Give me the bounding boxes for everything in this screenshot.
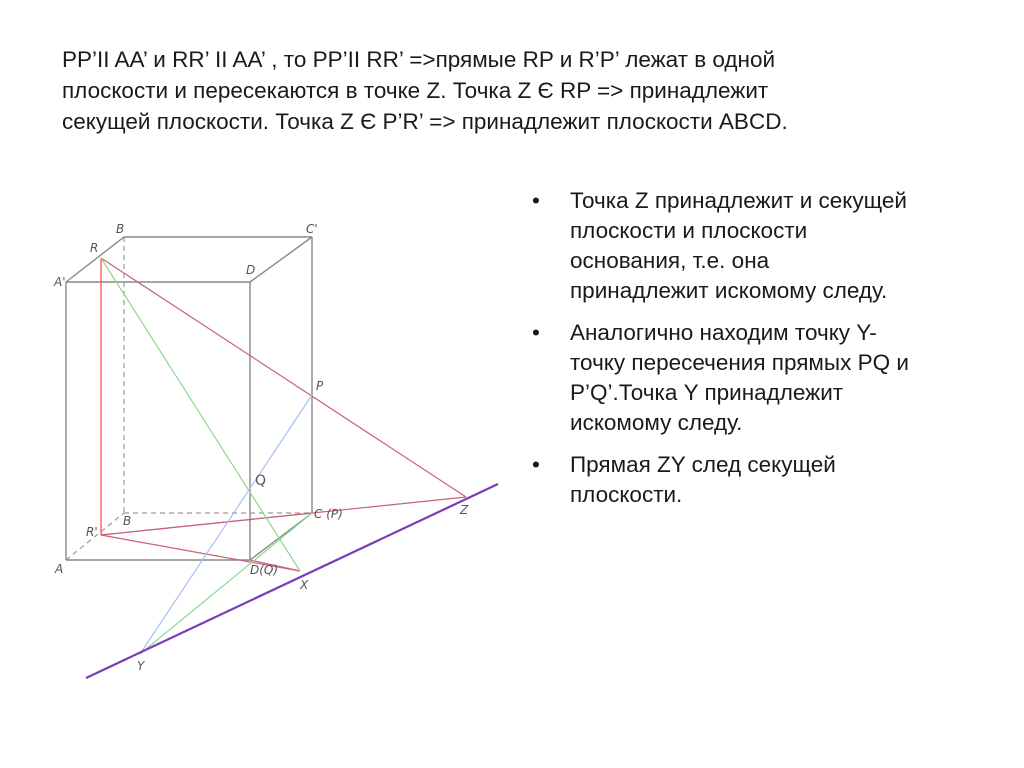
bullet-item-1: [532, 186, 972, 306]
label-A-top: A': [54, 275, 66, 289]
bullet-2-line-4: искомому следу.: [570, 410, 743, 435]
label-D-top: D: [246, 263, 256, 277]
bullet-item-3: [532, 450, 972, 510]
label-Y: Y: [137, 659, 145, 673]
bullet-2-line-2: точку пересечения прямых PQ и: [570, 350, 909, 375]
bullet-list: [532, 186, 972, 522]
line-RpC-pink: [101, 513, 312, 535]
bullet-marker: •: [532, 452, 540, 477]
edge-top-right: [250, 237, 312, 282]
label-D-bottom: D(Q): [250, 563, 279, 577]
bullet-3-line-2: плоскости.: [570, 482, 683, 507]
label-A-bottom: A: [55, 562, 64, 576]
intro-line-1: PP’II AA’ и RR’ II AA’ , то PP’II RR’ =>прямые RP и R’P’ лежат в одной: [62, 47, 776, 72]
label-Z: Z: [460, 503, 469, 517]
label-R: R: [90, 241, 99, 255]
label-C-bottom: C (P): [314, 507, 343, 521]
label-R-bottom: R': [86, 525, 98, 539]
intro-line-2: плоскости и пересекаются в точке Z. Точка Z Є RP => принадлежит: [62, 78, 769, 103]
bullet-1-line-4: принадлежит искомому следу.: [570, 278, 888, 303]
bullet-marker: •: [532, 320, 540, 345]
line-RZ-pink: [101, 258, 466, 497]
bullet-2-line-3: P’Q’.Точка Y принадлежит: [570, 380, 844, 405]
bullet-1-line-1: Точка Z принадлежит и секущей: [570, 188, 907, 213]
intro-line-3: секущей плоскости. Точка Z Є P’R’ => принадлежит плоскости ABCD.: [62, 109, 788, 134]
bullet-marker: •: [532, 188, 540, 213]
label-B-top: B: [116, 222, 125, 236]
bullet-3-line-1: Прямая ZY след секущей: [570, 452, 836, 477]
bullet-1-line-2: плоскости и плоскости: [570, 218, 808, 243]
label-X: X: [300, 578, 309, 592]
bullet-2-line-1: Аналогично находим точку Y-: [570, 320, 877, 345]
label-Q: Q: [255, 473, 267, 489]
bullet-item-2: [532, 318, 972, 438]
trace-line-ZY: [86, 484, 498, 678]
label-B-bottom: B: [123, 514, 132, 528]
geometry-figure: [0, 0, 520, 700]
label-P: P: [316, 379, 324, 393]
label-C-top: C': [306, 222, 318, 236]
bullet-1-line-3: основания, т.е. она: [570, 248, 770, 273]
line-PY-blue: [140, 395, 312, 654]
